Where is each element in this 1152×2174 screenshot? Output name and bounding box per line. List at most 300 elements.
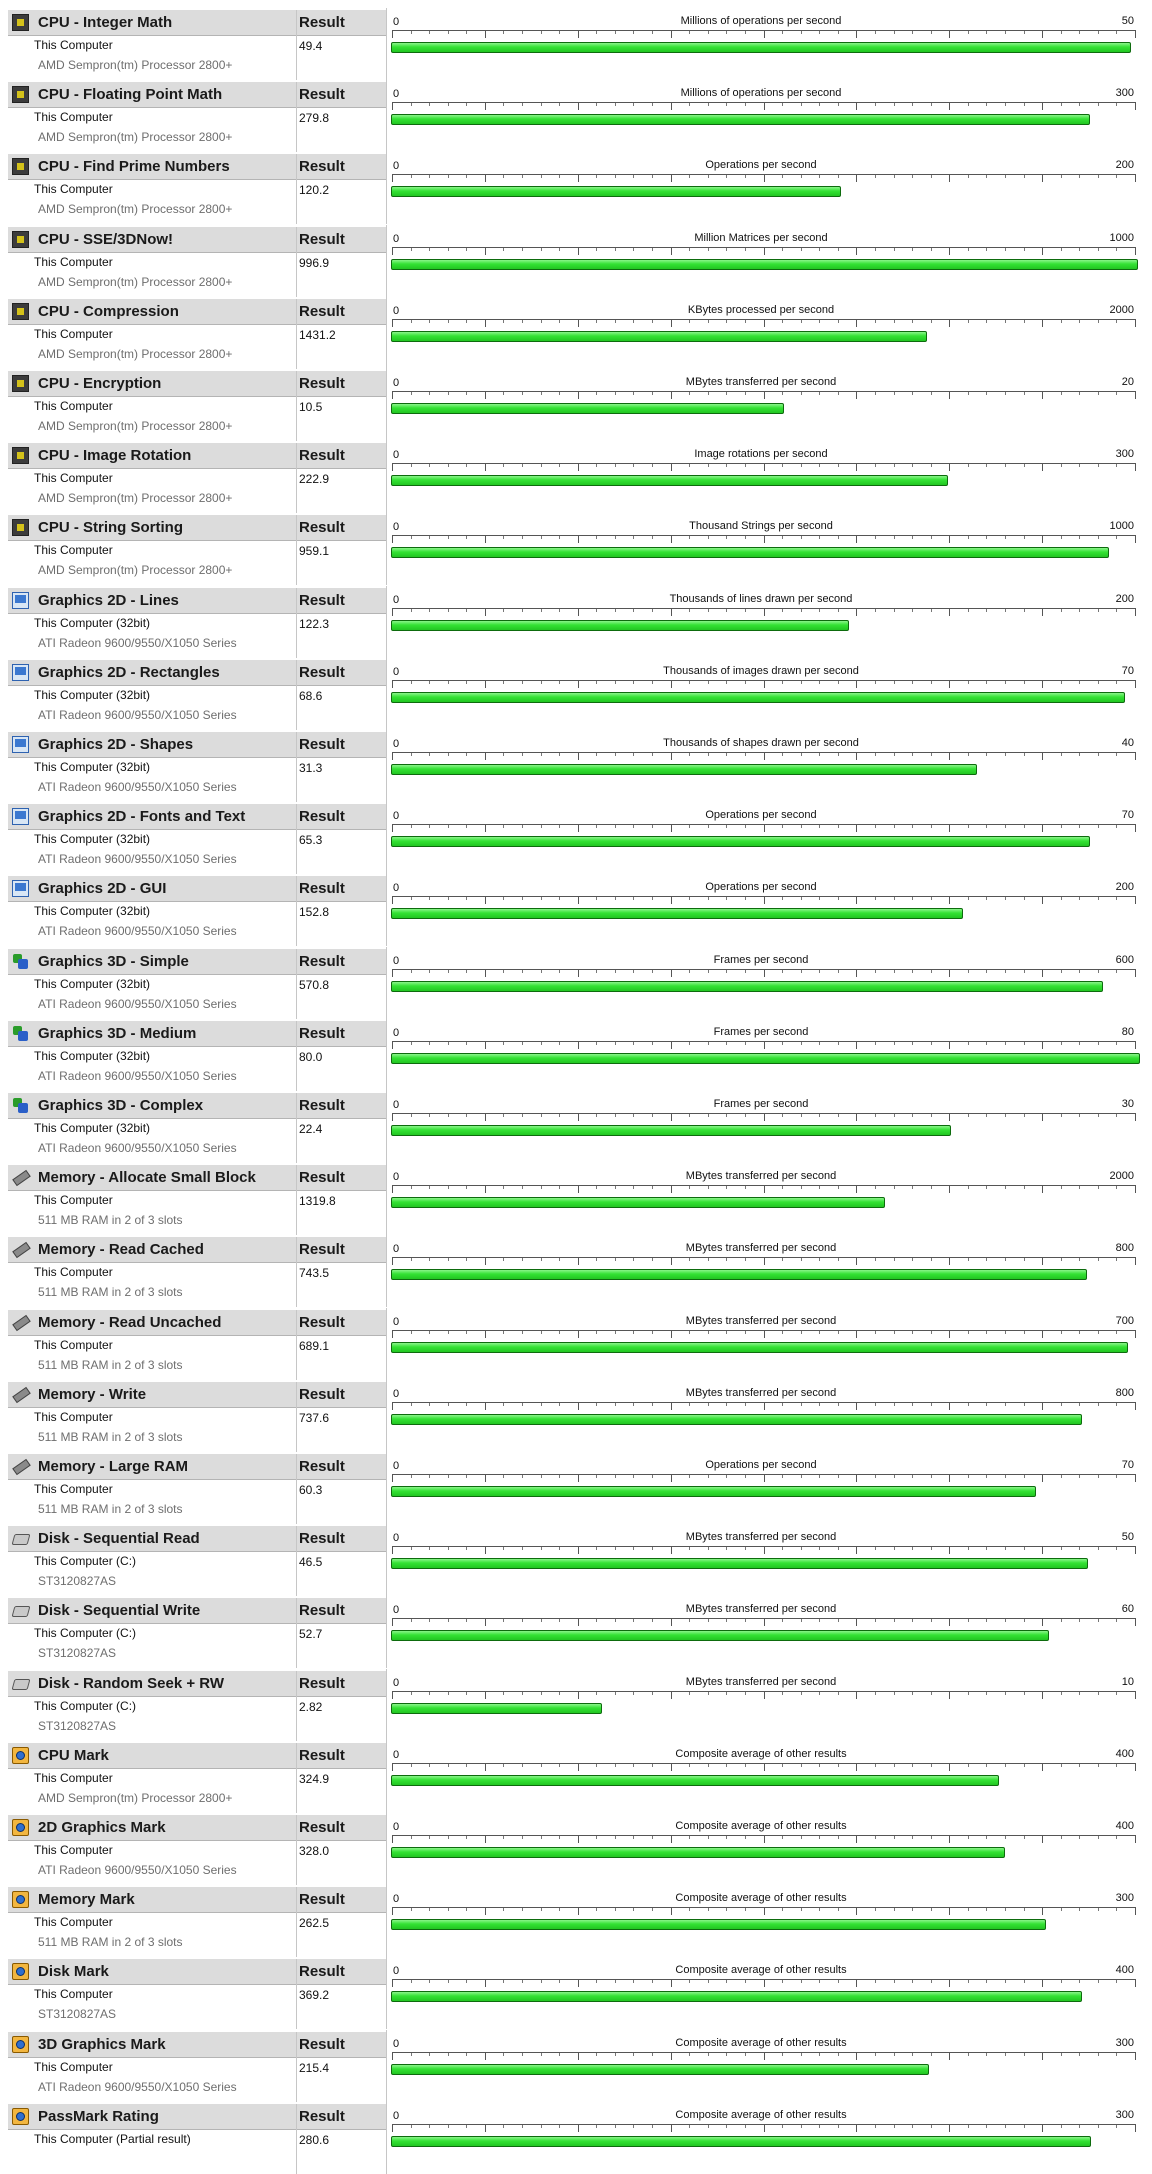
column-divider xyxy=(386,513,387,585)
axis-tick xyxy=(1005,31,1006,34)
column-divider xyxy=(386,874,387,946)
axis-tick xyxy=(875,2053,876,2056)
axis-tick xyxy=(764,970,765,977)
axis-tick xyxy=(615,248,616,251)
axis-tick xyxy=(1098,1114,1099,1117)
axis-tick xyxy=(448,392,449,395)
axis-tick xyxy=(986,320,987,323)
result-bar-chart xyxy=(390,1813,1142,1885)
scale-max-label: 300 xyxy=(1115,2036,1134,2049)
axis-tick xyxy=(1079,1764,1080,1767)
axis-tick xyxy=(986,1980,987,1983)
axis-tick xyxy=(522,1114,523,1117)
axis-tick xyxy=(708,31,709,34)
benchmark-row[interactable] xyxy=(0,1596,1152,1668)
axis-tick xyxy=(894,897,895,900)
axis-tick xyxy=(745,753,746,756)
axis-tick xyxy=(912,464,913,467)
result-value: 68.6 xyxy=(299,688,323,703)
axis-tick xyxy=(411,1692,412,1695)
column-divider xyxy=(386,1596,387,1668)
axis-tick xyxy=(652,970,653,973)
column-divider xyxy=(296,588,297,658)
unit-label: MBytes transferred per second xyxy=(685,1242,837,1255)
unit-label: Thousands of images drawn per second xyxy=(663,664,859,677)
result-bar-chart xyxy=(390,2030,1142,2102)
result-value: 369.2 xyxy=(299,1988,330,2003)
axis-tick xyxy=(986,175,987,178)
benchmark-row[interactable] xyxy=(0,369,1152,441)
test-title: CPU - Floating Point Math xyxy=(38,86,223,104)
axis-tick xyxy=(782,464,783,467)
benchmark-row[interactable] xyxy=(0,658,1152,730)
benchmark-row[interactable] xyxy=(0,1741,1152,1813)
axis-tick xyxy=(596,753,597,756)
axis-tick xyxy=(912,1186,913,1189)
test-header xyxy=(8,1454,386,1480)
axis-tick xyxy=(633,1331,634,1334)
axis-tick xyxy=(429,753,430,756)
axis-tick xyxy=(392,1186,393,1193)
axis-tick xyxy=(986,1547,987,1550)
result-bar-chart xyxy=(390,1308,1142,1380)
scale-max-label: 800 xyxy=(1115,1386,1134,1399)
axis-tick xyxy=(1116,825,1117,828)
axis-tick xyxy=(411,1980,412,1983)
axis-tick xyxy=(912,1403,913,1406)
axis-tick xyxy=(503,970,504,973)
scale-max-label: 200 xyxy=(1115,592,1134,605)
benchmark-row[interactable] xyxy=(0,1163,1152,1235)
axis-tick xyxy=(541,2125,542,2128)
axis-tick xyxy=(782,175,783,178)
unit-label: MBytes transferred per second xyxy=(685,1675,837,1688)
result-bar xyxy=(391,1342,1128,1353)
axis-tick xyxy=(1061,31,1062,34)
axis-tick xyxy=(448,1042,449,1045)
axis-tick xyxy=(912,103,913,106)
benchmark-row[interactable] xyxy=(0,80,1152,152)
scale-max-label: 30 xyxy=(1121,1098,1134,1110)
axis-tick xyxy=(968,1114,969,1117)
benchmark-row[interactable] xyxy=(0,1669,1152,1741)
axis-tick xyxy=(429,825,430,828)
axis-tick xyxy=(838,392,839,395)
benchmark-row[interactable] xyxy=(0,802,1152,874)
benchmark-row[interactable] xyxy=(0,441,1152,513)
axis-tick xyxy=(1116,1908,1117,1911)
axis-tick xyxy=(726,1042,727,1045)
axis-tick xyxy=(503,1114,504,1117)
axis-tick xyxy=(485,897,486,904)
axis-tick xyxy=(931,1475,932,1478)
device-name: ST3120827AS xyxy=(38,2007,117,2022)
result-value: 2.82 xyxy=(299,1699,323,1714)
axis-tick xyxy=(856,1475,857,1482)
axis-tick xyxy=(949,1403,950,1410)
axis-tick xyxy=(726,1258,727,1261)
axis-tick xyxy=(986,1258,987,1261)
axis-tick xyxy=(652,1042,653,1045)
axis-tick xyxy=(1079,1908,1080,1911)
axis-tick xyxy=(1135,897,1136,904)
axis-tick xyxy=(838,536,839,539)
axis-tick xyxy=(745,175,746,178)
axis-tick xyxy=(1116,681,1117,684)
scale-min-label: 0 xyxy=(393,88,400,101)
axis-tick xyxy=(1061,753,1062,756)
benchmark-row[interactable] xyxy=(0,513,1152,585)
axis-tick xyxy=(1098,681,1099,684)
computer-name: This Computer (32bit) xyxy=(34,615,151,630)
column-divider xyxy=(296,10,297,80)
axis-tick xyxy=(856,31,857,38)
axis-tick xyxy=(838,1258,839,1261)
device-name: AMD Sempron(tm) Processor 2800+ xyxy=(38,491,233,506)
axis-tick xyxy=(559,1692,560,1695)
passmark-icon xyxy=(12,1963,29,1980)
axis-tick xyxy=(1061,320,1062,323)
axis-tick xyxy=(633,464,634,467)
axis-tick xyxy=(392,31,393,38)
axis-tick xyxy=(466,970,467,973)
axis-tick xyxy=(578,1114,579,1121)
axis-tick xyxy=(931,1692,932,1695)
column-divider xyxy=(386,1813,387,1885)
axis-tick xyxy=(578,2125,579,2132)
axis-tick xyxy=(764,1619,765,1626)
axis-tick xyxy=(466,1836,467,1839)
axis-tick xyxy=(411,681,412,684)
axis-tick xyxy=(429,103,430,106)
axis-tick xyxy=(726,175,727,178)
axis-tick xyxy=(503,1547,504,1550)
benchmark-row[interactable] xyxy=(0,1524,1152,1596)
axis-tick xyxy=(764,1692,765,1699)
axis-tick xyxy=(485,248,486,255)
axis-tick xyxy=(448,1331,449,1334)
axis-tick xyxy=(466,1908,467,1911)
axis-tick xyxy=(429,970,430,973)
axis-tick xyxy=(838,753,839,756)
axis-tick xyxy=(485,1258,486,1265)
benchmark-row[interactable] xyxy=(0,730,1152,802)
axis-tick xyxy=(745,464,746,467)
cpu-icon xyxy=(12,447,29,464)
benchmark-row[interactable] xyxy=(0,2102,1152,2174)
axis-tick xyxy=(1042,103,1043,110)
benchmark-row[interactable] xyxy=(0,2030,1152,2102)
axis-tick xyxy=(764,248,765,255)
axis-tick xyxy=(633,1764,634,1767)
axis-tick xyxy=(596,103,597,106)
axis-tick xyxy=(392,1836,393,1843)
axis-tick xyxy=(633,536,634,539)
result-bar xyxy=(391,2136,1091,2147)
axis-tick xyxy=(912,1619,913,1622)
result-bar xyxy=(391,1703,602,1714)
axis-tick xyxy=(448,609,449,612)
axis-tick xyxy=(615,825,616,828)
axis-tick xyxy=(968,825,969,828)
column-divider xyxy=(296,515,297,585)
axis-tick xyxy=(633,1619,634,1622)
axis-tick xyxy=(448,464,449,467)
axis-tick xyxy=(1135,464,1136,471)
axis-tick xyxy=(894,1331,895,1334)
axis-tick xyxy=(931,464,932,467)
axis-tick xyxy=(485,825,486,832)
benchmark-row[interactable] xyxy=(0,8,1152,80)
axis-tick xyxy=(949,970,950,977)
benchmark-row[interactable] xyxy=(0,1813,1152,1885)
axis-tick xyxy=(1079,1836,1080,1839)
benchmark-row[interactable] xyxy=(0,225,1152,297)
axis-tick xyxy=(968,1764,969,1767)
axis-tick xyxy=(819,681,820,684)
axis-tick xyxy=(949,1114,950,1121)
test-header xyxy=(8,732,386,758)
axis-tick xyxy=(1135,2125,1136,2132)
axis-tick xyxy=(1135,1114,1136,1121)
result-bar-chart xyxy=(390,1596,1142,1668)
axis-tick xyxy=(912,753,913,756)
device-name: AMD Sempron(tm) Processor 2800+ xyxy=(38,130,233,145)
result-bar-chart xyxy=(390,874,1142,946)
axis-tick xyxy=(578,536,579,543)
column-divider xyxy=(296,949,297,1019)
test-title: Memory - Write xyxy=(38,1385,147,1403)
axis-tick xyxy=(1116,1042,1117,1045)
benchmark-row[interactable] xyxy=(0,947,1152,1019)
result-column-label: Result xyxy=(299,952,345,970)
axis-tick xyxy=(652,464,653,467)
result-bar-chart xyxy=(390,297,1142,369)
unit-label: MBytes transferred per second xyxy=(685,1603,837,1616)
axis-tick xyxy=(1079,1114,1080,1117)
axis-tick xyxy=(522,1042,523,1045)
axis-tick xyxy=(411,1836,412,1839)
test-header xyxy=(8,804,386,830)
axis-tick xyxy=(615,103,616,106)
axis-tick xyxy=(1042,1258,1043,1265)
axis-tick xyxy=(671,1258,672,1265)
scale-min-label: 0 xyxy=(393,593,400,606)
axis-tick xyxy=(596,1980,597,1983)
column-divider xyxy=(296,1743,297,1813)
test-header xyxy=(8,299,386,325)
axis-tick xyxy=(875,753,876,756)
axis-tick xyxy=(875,1042,876,1045)
axis-tick xyxy=(466,2125,467,2128)
benchmark-row[interactable] xyxy=(0,152,1152,224)
axis-tick xyxy=(726,1547,727,1550)
benchmark-row[interactable] xyxy=(0,1957,1152,2029)
computer-name: This Computer xyxy=(34,1265,113,1280)
result-column-label: Result xyxy=(299,1458,345,1475)
column-divider xyxy=(296,371,297,441)
benchmark-row[interactable] xyxy=(0,1091,1152,1163)
axis-tick xyxy=(764,536,765,543)
axis-tick xyxy=(503,1186,504,1189)
axis-tick xyxy=(522,392,523,395)
benchmark-row[interactable] xyxy=(0,874,1152,946)
result-column-label: Result xyxy=(299,1602,345,1620)
result-value: 122.3 xyxy=(299,616,330,631)
axis-tick xyxy=(652,1619,653,1622)
axis-tick xyxy=(429,897,430,900)
axis-tick xyxy=(1061,825,1062,828)
axis-tick xyxy=(615,1692,616,1695)
axis-tick xyxy=(689,1908,690,1911)
axis-tick xyxy=(875,1692,876,1695)
axis-tick xyxy=(1079,320,1080,323)
axis-tick xyxy=(949,31,950,38)
axis-tick xyxy=(986,1692,987,1695)
axis-tick xyxy=(745,1908,746,1911)
axis-tick xyxy=(671,753,672,760)
axis-tick xyxy=(782,1475,783,1478)
scale-min-label: 0 xyxy=(393,521,400,534)
device-name: ST3120827AS xyxy=(38,1646,117,1661)
axis-tick xyxy=(1024,1908,1025,1911)
axis-tick xyxy=(671,320,672,327)
computer-name: This Computer xyxy=(34,182,113,197)
axis-tick xyxy=(1116,1475,1117,1478)
axis-tick xyxy=(875,609,876,612)
axis-tick xyxy=(559,248,560,251)
axis-tick xyxy=(708,681,709,684)
scale-max-label: 2000 xyxy=(1109,1170,1134,1183)
axis-tick xyxy=(1098,248,1099,251)
axis-tick xyxy=(801,609,802,612)
scale-max-label: 600 xyxy=(1115,953,1134,966)
axis-tick xyxy=(522,1692,523,1695)
axis-tick xyxy=(745,1258,746,1261)
test-header xyxy=(8,1743,386,1769)
computer-name: This Computer xyxy=(34,1843,113,1857)
axis-tick xyxy=(578,1836,579,1843)
axis-tick xyxy=(1042,320,1043,327)
axis-tick xyxy=(745,1186,746,1189)
computer-name: This Computer (32bit) xyxy=(34,687,151,702)
axis-tick xyxy=(949,392,950,399)
axis-tick xyxy=(968,970,969,973)
scale-min-label: 0 xyxy=(393,1387,400,1400)
axis-tick xyxy=(819,392,820,395)
axis-tick xyxy=(1005,681,1006,684)
axis-tick xyxy=(819,1764,820,1767)
test-header xyxy=(8,10,386,36)
axis-tick xyxy=(708,1475,709,1478)
axis-tick xyxy=(1005,1692,1006,1695)
result-bar-chart xyxy=(390,802,1142,874)
axis-tick xyxy=(541,1331,542,1334)
axis-tick xyxy=(1005,392,1006,395)
axis-tick xyxy=(485,970,486,977)
axis-tick xyxy=(671,1403,672,1410)
axis-tick xyxy=(838,1619,839,1622)
axis-tick xyxy=(838,609,839,612)
axis-tick xyxy=(745,1331,746,1334)
axis-tick xyxy=(411,2125,412,2128)
benchmark-row[interactable] xyxy=(0,1380,1152,1452)
axis-tick xyxy=(949,248,950,255)
axis-tick xyxy=(986,392,987,395)
axis-tick xyxy=(429,1042,430,1045)
result-bar-chart xyxy=(390,1885,1142,1957)
axis-tick xyxy=(1135,1403,1136,1410)
benchmark-row[interactable] xyxy=(0,1452,1152,1524)
scale-min-label: 0 xyxy=(393,2037,400,2050)
test-title: Disk - Random Seek + RW xyxy=(38,1674,225,1692)
axis-tick xyxy=(503,1980,504,1983)
axis-tick xyxy=(856,609,857,616)
axis-tick xyxy=(1061,897,1062,900)
benchmark-row[interactable] xyxy=(0,1308,1152,1380)
scale-max-label: 700 xyxy=(1115,1314,1134,1327)
benchmark-row[interactable] xyxy=(0,586,1152,658)
axis-tick xyxy=(1042,970,1043,977)
computer-name: This Computer xyxy=(34,38,113,52)
axis-tick xyxy=(522,897,523,900)
benchmark-row[interactable] xyxy=(0,1235,1152,1307)
result-bar xyxy=(391,1558,1088,1569)
axis-tick xyxy=(894,1619,895,1622)
axis-tick xyxy=(1042,248,1043,255)
axis-tick xyxy=(429,2053,430,2056)
axis-tick xyxy=(1005,970,1006,973)
axis-tick xyxy=(1135,1836,1136,1843)
axis-tick xyxy=(1135,1980,1136,1987)
axis-tick xyxy=(949,753,950,760)
column-divider xyxy=(386,658,387,730)
benchmark-row[interactable] xyxy=(0,1885,1152,1957)
result-bar xyxy=(391,42,1131,53)
axis-tick xyxy=(503,1764,504,1767)
axis-tick xyxy=(448,1764,449,1767)
benchmark-row[interactable] xyxy=(0,1019,1152,1091)
axis-tick xyxy=(411,609,412,612)
axis-tick xyxy=(559,2125,560,2128)
test-title: CPU - Integer Math xyxy=(38,14,173,31)
axis-tick xyxy=(912,1692,913,1695)
device-name: 511 MB RAM in 2 of 3 slots xyxy=(38,1935,183,1950)
computer-name: This Computer xyxy=(34,1987,113,2002)
test-title: Graphics 2D - Lines xyxy=(38,591,179,609)
scale-min-label: 0 xyxy=(393,304,400,317)
benchmark-row[interactable] xyxy=(0,297,1152,369)
axis-tick xyxy=(856,1980,857,1987)
axis-tick xyxy=(578,1547,579,1554)
axis-tick xyxy=(819,1186,820,1189)
computer-name: This Computer xyxy=(34,1770,113,1785)
scale-max-label: 40 xyxy=(1121,737,1134,749)
axis-tick xyxy=(392,609,393,616)
axis-tick xyxy=(392,1042,393,1049)
axis-tick xyxy=(578,1258,579,1265)
axis-tick xyxy=(559,31,560,34)
axis-tick xyxy=(838,320,839,323)
axis-tick xyxy=(652,1764,653,1767)
axis-tick xyxy=(708,2125,709,2128)
axis-tick xyxy=(894,464,895,467)
axis-tick xyxy=(875,1475,876,1478)
device-name: ATI Radeon 9600/9550/X1050 Series xyxy=(38,1141,237,1155)
axis-tick xyxy=(448,825,449,828)
axis-tick xyxy=(875,392,876,395)
result-column-label: Result xyxy=(299,663,345,681)
